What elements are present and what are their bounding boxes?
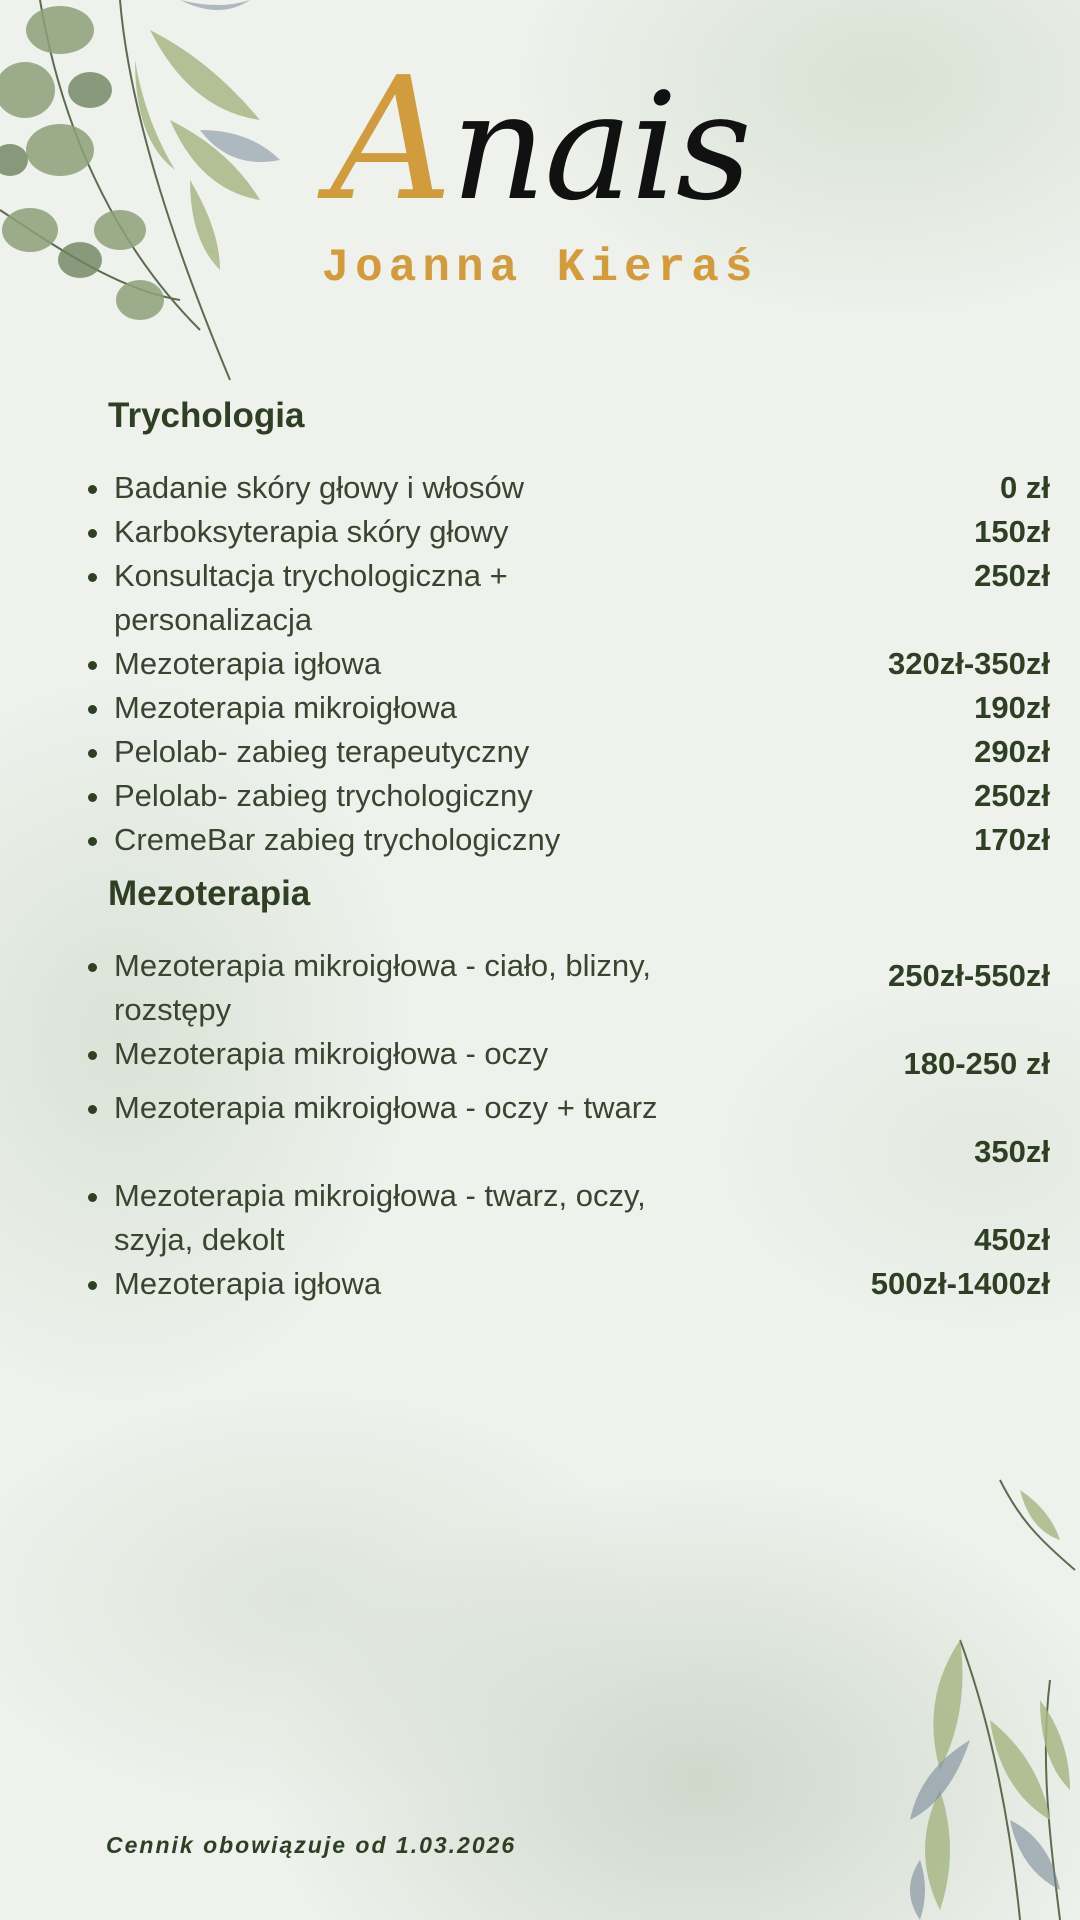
service-price: 500zł-1400zł bbox=[870, 1266, 1050, 1301]
section-mezoterapia bbox=[84, 874, 1050, 1306]
brand-initial: A bbox=[330, 41, 451, 239]
section-trychologia bbox=[84, 396, 1050, 862]
service-name: Badanie skóry głowy i włosów bbox=[114, 470, 525, 505]
header bbox=[0, 41, 1080, 294]
list-item bbox=[84, 554, 1050, 642]
list-item bbox=[84, 730, 1050, 774]
section-title: Trychologia bbox=[108, 396, 305, 435]
service-price: 320zł-350zł bbox=[888, 646, 1050, 681]
list-item bbox=[84, 818, 1050, 862]
service-name: Mezoterapia igłowa bbox=[114, 646, 382, 681]
service-price: 170zł bbox=[974, 822, 1050, 857]
price-list bbox=[84, 944, 1050, 1306]
service-price: 450zł bbox=[974, 1222, 1050, 1257]
service-name: Mezoterapia mikroigłowa - oczy bbox=[114, 1036, 549, 1071]
service-name: Pelolab- zabieg terapeutyczny bbox=[114, 734, 530, 769]
list-item bbox=[84, 1086, 1050, 1174]
list-item bbox=[84, 1032, 1050, 1086]
leaves-decoration-bottom bbox=[900, 1460, 1080, 1920]
service-name: Mezoterapia mikroigłowa bbox=[114, 690, 457, 725]
list-item bbox=[84, 944, 1050, 1032]
service-name: Mezoterapia mikroigłowa - twarz, oczy, szyja, dekolt bbox=[114, 1178, 646, 1257]
owner-name: Joanna Kieraś bbox=[321, 242, 759, 294]
service-price: 350zł bbox=[974, 1134, 1050, 1169]
list-item bbox=[84, 466, 1050, 510]
service-price: 190zł bbox=[974, 690, 1050, 725]
brand-logo bbox=[0, 41, 1080, 239]
service-name: Mezoterapia mikroigłowa - ciało, blizny, rozstępy bbox=[114, 948, 651, 1027]
list-item bbox=[84, 1262, 1050, 1306]
service-price: 250zł bbox=[974, 778, 1050, 813]
service-name: Konsultacja trychologiczna + personalizacja bbox=[114, 558, 508, 637]
service-price: 150zł bbox=[974, 514, 1050, 549]
service-name: CremeBar zabieg trychologiczny bbox=[114, 822, 561, 857]
service-price: 250zł bbox=[974, 558, 1050, 593]
service-name: Mezoterapia igłowa bbox=[114, 1266, 382, 1301]
service-price: 0 zł bbox=[1000, 470, 1050, 505]
service-price: 290zł bbox=[974, 734, 1050, 769]
service-name: Karboksyterapia skóry głowy bbox=[114, 514, 509, 549]
service-price: 180-250 zł bbox=[903, 1046, 1050, 1081]
price-list bbox=[84, 466, 1050, 862]
list-item bbox=[84, 686, 1050, 730]
brand-rest: nais bbox=[450, 61, 750, 233]
list-item bbox=[84, 510, 1050, 554]
list-item bbox=[84, 1174, 1050, 1262]
list-item bbox=[84, 642, 1050, 686]
service-name: Mezoterapia mikroigłowa - oczy + twarz bbox=[114, 1090, 658, 1125]
section-title: Mezoterapia bbox=[108, 874, 311, 913]
price-validity-note: Cennik obowiązuje od 1.03.2026 bbox=[106, 1832, 517, 1858]
service-price: 250zł-550zł bbox=[888, 958, 1050, 993]
list-item bbox=[84, 774, 1050, 818]
service-name: Pelolab- zabieg trychologiczny bbox=[114, 778, 533, 813]
